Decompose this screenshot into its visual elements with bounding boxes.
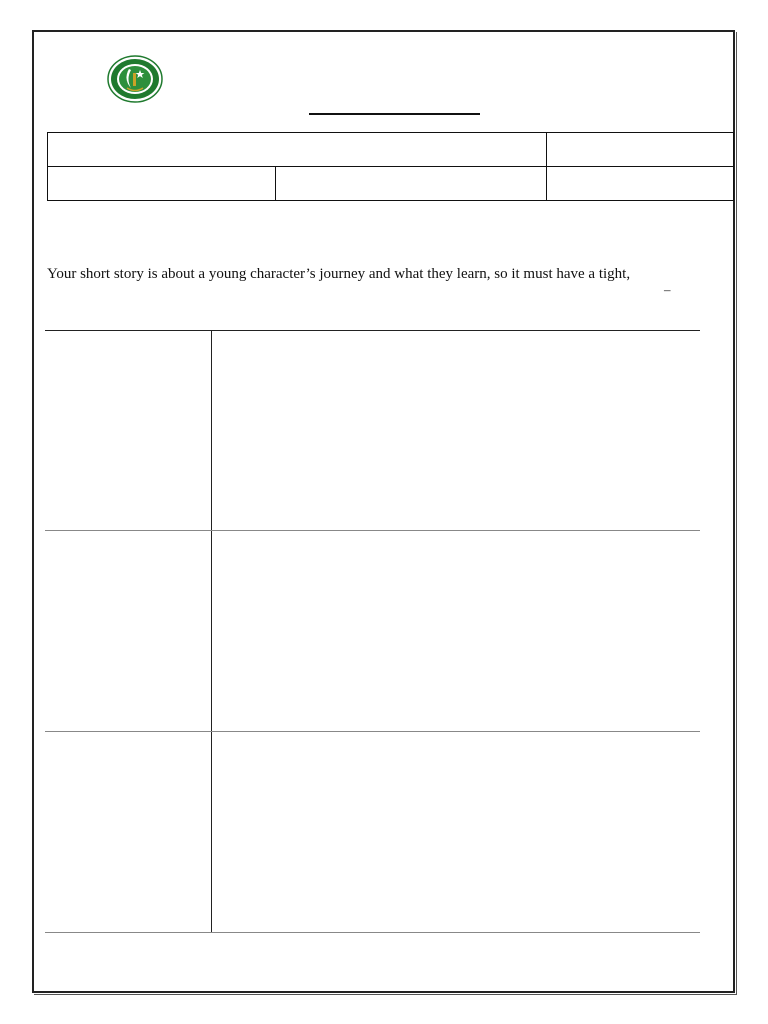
info-field-section[interactable]: [276, 167, 547, 201]
plan-row-content[interactable]: [212, 732, 701, 933]
table-row: [45, 732, 700, 933]
worksheet-title: [309, 92, 480, 112]
student-info-table: [47, 132, 734, 201]
plan-row-content[interactable]: [212, 331, 701, 531]
plan-row-label: [45, 331, 212, 531]
title-underline: [309, 113, 480, 115]
info-field-name[interactable]: [48, 133, 547, 167]
info-row: [48, 167, 734, 201]
plan-row-label: [45, 732, 212, 933]
plan-row-content[interactable]: [212, 531, 701, 732]
info-field-roll[interactable]: [547, 167, 734, 201]
instruction-dash: –: [664, 282, 671, 297]
school-logo: [107, 55, 163, 103]
table-row: [45, 531, 700, 732]
instruction-text: Your short story is about a young character’s journey and what they learn, so it must have a tight,: [47, 266, 631, 282]
info-field-class[interactable]: [48, 167, 276, 201]
table-row: [45, 331, 700, 531]
info-row: [48, 133, 734, 167]
school-seal-icon: [107, 55, 163, 103]
info-field-date[interactable]: [547, 133, 734, 167]
story-plan-table: [45, 330, 700, 933]
plan-row-label: [45, 531, 212, 732]
